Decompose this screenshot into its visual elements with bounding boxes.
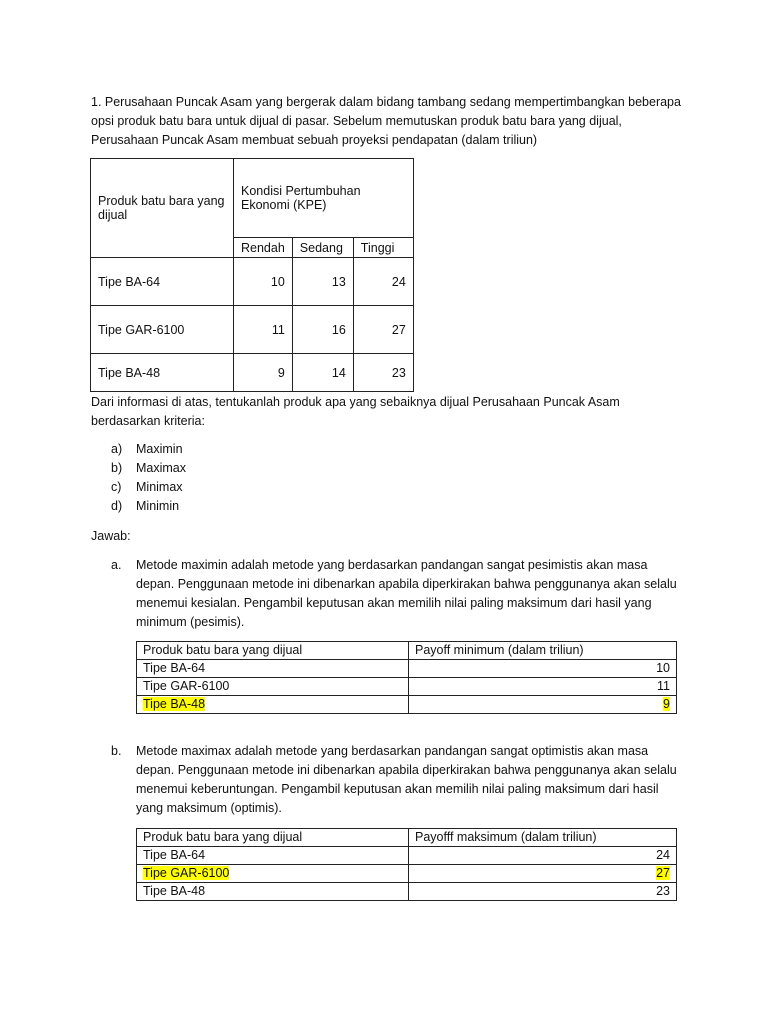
- section-text: Metode maximax adalah metode yang berdasarkan pandangan sangat optimistis akan masa depan. Penggunaan metode ini dibenarkan apabila diperkirakan bahwa penggunanya akan selalu menemui keberuntungan. Pengambil keputusan akan memilih nilai paling maksimum dari hasil yang maksimum (optimis).: [136, 744, 677, 815]
- revenue-projection-table: [90, 158, 414, 392]
- maximin-table: [136, 641, 677, 714]
- row-label: [137, 696, 409, 714]
- cell-value: 27: [353, 306, 413, 354]
- option-text: Minimax: [136, 480, 183, 494]
- row-label: Tipe GAR-6100: [91, 306, 234, 354]
- header-tinggi: Tinggi: [353, 238, 413, 258]
- table-row: [91, 258, 414, 306]
- option-text: Maximin: [136, 442, 183, 456]
- cell-value: 23: [409, 883, 677, 901]
- column-header: Produk batu bara yang dijual: [137, 829, 409, 847]
- option-text: Minimin: [136, 499, 180, 513]
- list-item: [111, 478, 186, 497]
- table-row-selected: [137, 696, 677, 714]
- product-column-header: Produk batu bara yang dijual: [91, 159, 234, 258]
- cell-value: 11: [409, 678, 677, 696]
- cell-value: 10: [409, 660, 677, 678]
- column-header: Payoff minimum (dalam triliun): [409, 642, 677, 660]
- cell-value: 13: [292, 258, 353, 306]
- section-text: Metode maximin adalah metode yang berdasarkan pandangan sangat pesimistis akan masa depan. Penggunaan metode ini dibenarkan apabila diperkirakan bahwa penggunanya akan selalu menemui kesialan. Pengambil keputusan akan memilih nilai paling maksimum dari hasil yang minimum (pesimis).: [136, 558, 677, 629]
- option-letter: d): [111, 499, 123, 513]
- highlighted-label: Tipe BA-48: [143, 697, 206, 711]
- cell-value: 16: [292, 306, 353, 354]
- cell-value: 10: [234, 258, 293, 306]
- table-row: [91, 354, 414, 392]
- cell-value: 24: [353, 258, 413, 306]
- cell-value: 24: [409, 847, 677, 865]
- option-letter: a): [111, 442, 123, 456]
- row-label: Tipe BA-48: [91, 354, 234, 392]
- intro-paragraph: 1. Perusahaan Puncak Asam yang bergerak dalam bidang tambang sedang mempertimbangkan beberapa opsi produk batu bara untuk dijual di pasar. Sebelum memutuskan produk batu bara yang dijual, Perusahaan Puncak Asam membuat sebuah proyeksi pendapatan (dalam triliun): [91, 95, 681, 147]
- table-row: [137, 660, 677, 678]
- row-label: Tipe BA-48: [137, 883, 409, 901]
- table-row: [137, 678, 677, 696]
- header-rendah: Rendah: [234, 238, 293, 258]
- question-paragraph: Dari informasi di atas, tentukanlah produk apa yang sebaiknya dijual Perusahaan Puncak Asam berdasarkan kriteria:: [91, 395, 620, 428]
- criteria-list: [111, 440, 186, 516]
- option-letter: b): [111, 461, 123, 475]
- row-label: Tipe GAR-6100: [137, 678, 409, 696]
- cell-value: [409, 865, 677, 883]
- list-item: [111, 497, 186, 516]
- row-label: Tipe BA-64: [137, 660, 409, 678]
- answer-label: Jawab:: [91, 529, 131, 543]
- table-row-selected: [137, 865, 677, 883]
- list-item: [111, 459, 186, 478]
- header-sedang: Sedang: [292, 238, 353, 258]
- kpe-group-header: Kondisi Pertumbuhan Ekonomi (KPE): [234, 159, 414, 238]
- row-label: Tipe BA-64: [91, 258, 234, 306]
- list-item: [111, 440, 186, 459]
- column-header: Payofff maksimum (dalam triliun): [409, 829, 677, 847]
- table-row: [91, 306, 414, 354]
- highlighted-value: 9: [663, 697, 670, 711]
- cell-value: 11: [234, 306, 293, 354]
- section-a-maximin: [111, 556, 681, 632]
- section-letter: a.: [111, 558, 122, 572]
- cell-value: 14: [292, 354, 353, 392]
- cell-value: [409, 696, 677, 714]
- cell-value: 9: [234, 354, 293, 392]
- cell-value: 23: [353, 354, 413, 392]
- table-row: [137, 847, 677, 865]
- row-label: Tipe BA-64: [137, 847, 409, 865]
- section-b-maximax: [111, 742, 681, 818]
- option-letter: c): [111, 480, 122, 494]
- highlighted-value: 27: [656, 866, 670, 880]
- section-letter: b.: [111, 744, 122, 758]
- maximax-table: [136, 828, 677, 901]
- option-text: Maximax: [136, 461, 187, 475]
- highlighted-label: Tipe GAR-6100: [143, 866, 230, 880]
- column-header: Produk batu bara yang dijual: [137, 642, 409, 660]
- row-label: [137, 865, 409, 883]
- table-row: [137, 883, 677, 901]
